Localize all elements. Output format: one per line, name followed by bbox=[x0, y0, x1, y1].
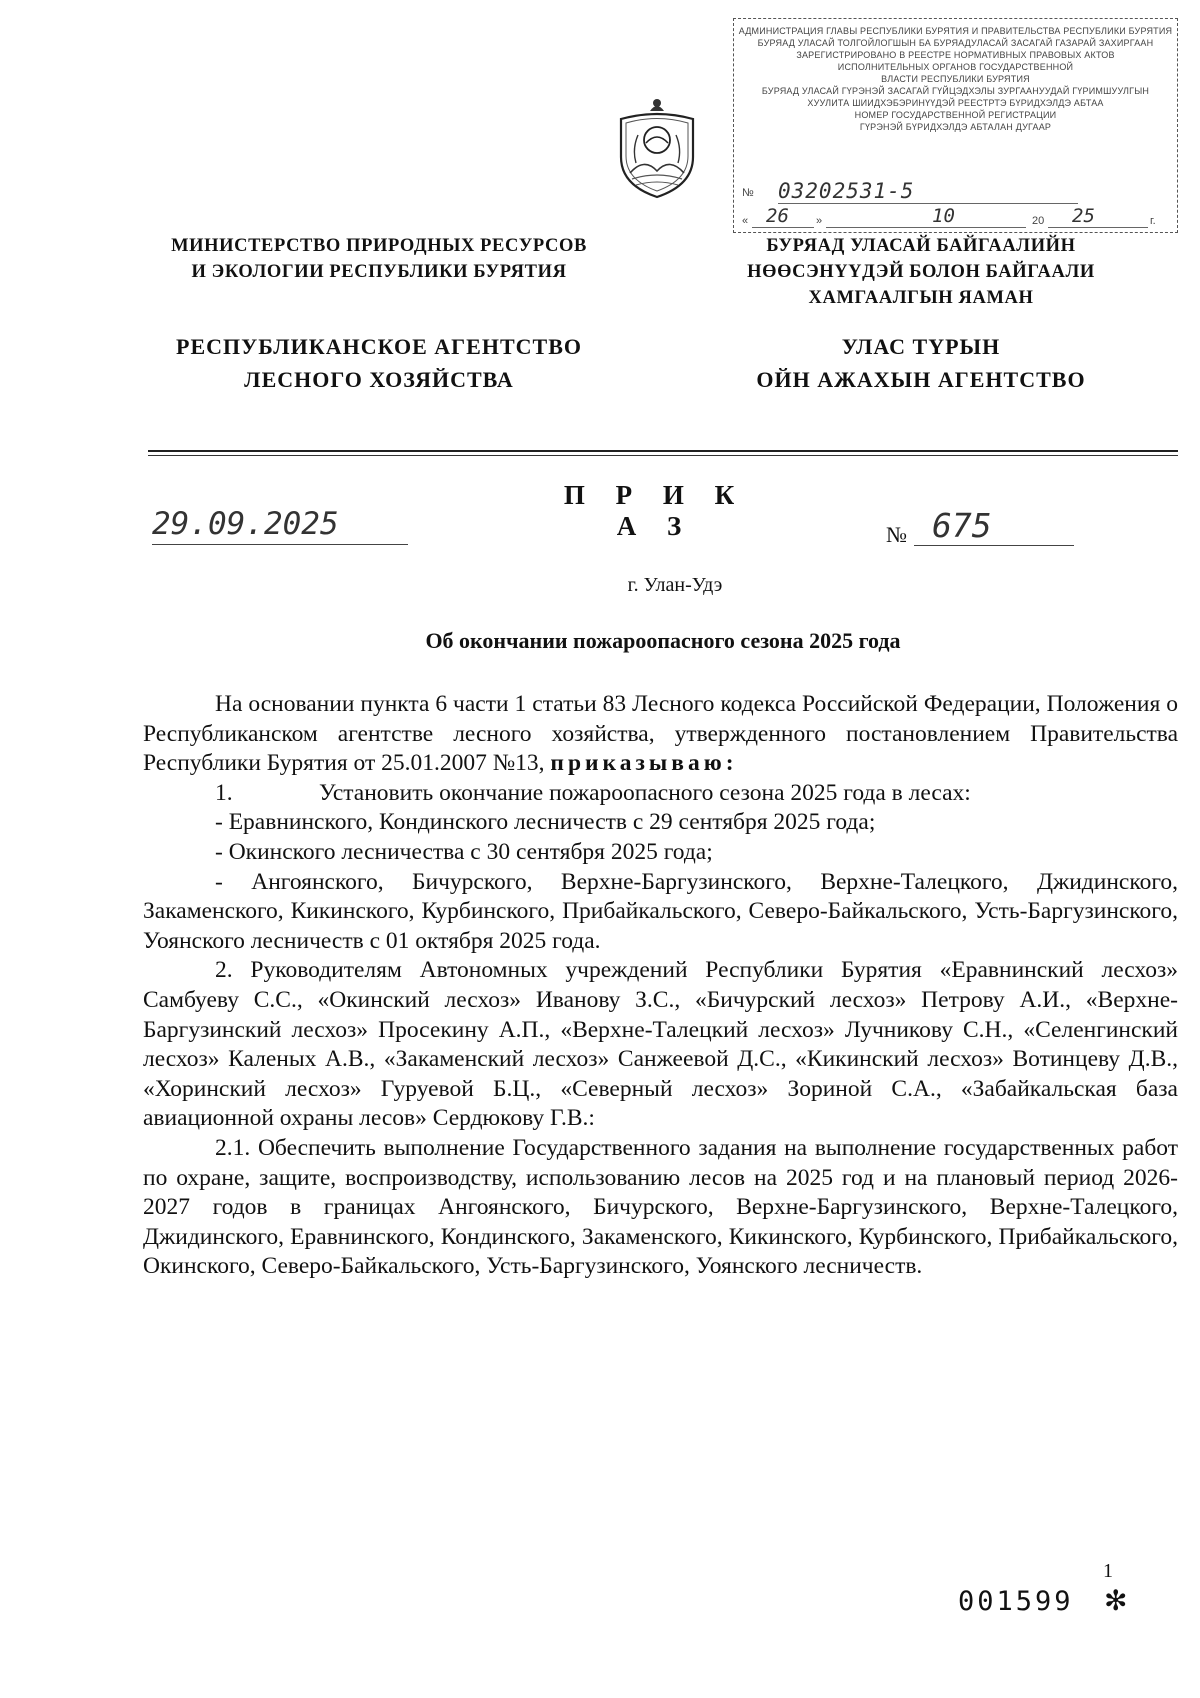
item-1-number: 1. bbox=[215, 779, 233, 806]
registration-stamp bbox=[733, 18, 1178, 233]
agency-bua-line: УЛАС ТҮРЫН bbox=[841, 334, 1001, 359]
header-divider-thin bbox=[148, 455, 1178, 456]
document-type: П Р И К А З bbox=[563, 480, 747, 541]
stamp-line: НОМЕР ГОСУДАРСТВЕННОЙ РЕГИСТРАЦИИ bbox=[854, 110, 1057, 120]
header-divider bbox=[148, 450, 1178, 452]
ministry-name-bua bbox=[726, 233, 1116, 311]
order-title: Об окончании пожароопасного сезона 2025 года bbox=[425, 628, 901, 653]
stamp-line: ЗАРЕГИСТРИРОВАНО В РЕЕСТРЕ НОРМАТИВНЫХ ПРАВОВЫХ АКТОВ bbox=[796, 50, 1115, 60]
stamp-line: БУРЯАД УЛАСАЙ ГҮРЭНЭЙ ЗАСАГАЙ ГҮЙЦЭДХЭЛЫ ЗУРГААНУУДАЙ ГҮРИМШУУЛГЫН bbox=[761, 86, 1150, 96]
intro-end: : bbox=[725, 750, 738, 777]
stamp-date-suffix: г. bbox=[1150, 215, 1156, 227]
order-city: г. Улан-Удэ bbox=[627, 574, 723, 596]
item-2-1: 2.1. Обеспечить выполнение Государственного задания на выполнение государственных работ по охране, защите, воспроизводству, использованию лесов на 2025 год и на плановый период 2026-2027 годов в границах Ангоянского, Бичурского, Верхне-Баргузинского, Верхне-Талецкого, Джидинского, Еравнинского, Кондинского, Закаменского, Кикинского, Курбинского, Прибайкальского, Окинского, Северо-Байкальского, Усть-Баргузинского, Уоянского лесничеств. bbox=[143, 1134, 1178, 1280]
stamp-line: ВЛАСТИ РЕСПУБЛИКИ БУРЯТИЯ bbox=[881, 74, 1030, 84]
order-number-label: № bbox=[886, 522, 907, 547]
order-number: 675 bbox=[914, 506, 1074, 546]
stamp-date-year-prefix: 20 bbox=[1032, 215, 1045, 227]
stamp-line: БУРЯАД УЛАСАЙ ТОЛГОЙЛОГШЫН БА БУРЯАДУЛАСАЙ ЗАСАГАЙ ГАЗАРАЙ ЗАХИРГААН bbox=[757, 38, 1154, 48]
item-2: 2. Руководителям Автономных учреждений Республики Бурятия «Еравнинский лесхоз» Самбуеву С.С., «Окинский лесхоз» Иванову З.С., «Бичурский лесхоз» Петрову А.И., «Верхне-Баргузинский лесхоз» Просекину А.П., «Верхне-Талецкий лесхоз» Лучникову С.Н., «Селенгинский лесхоз» Каленых А.В., «Закаменский лесхоз» Санжеевой Д.С., «Кикинский лесхоз» Вотинцеву Д.В., «Хоринский лесхоз» Гуруевой Б.Ц., «Северный лесхоз» Зориной С.А., «Забайкальская база авиационной охраны лесов» Сердюкову Г.В.: bbox=[143, 957, 1178, 1132]
stamp-line: ГҮРЭНЭЙ БҮРИДХЭЛДЭ АБТАЛАН ДУГААР bbox=[859, 122, 1052, 132]
stamp-line: АДМИНИСТРАЦИЯ ГЛАВЫ РЕСПУБЛИКИ БУРЯТИЯ И ПРАВИТЕЛЬСТВА РЕСПУБЛИКИ БУРЯТИЯ bbox=[738, 26, 1173, 36]
stamp-date-open-quote: « bbox=[742, 215, 749, 227]
agency-name-ru bbox=[148, 330, 610, 396]
item-1 bbox=[143, 779, 1178, 809]
stamp-line: ИСПОЛНИТЕЛЬНЫХ ОРГАНОВ ГОСУДАРСТВЕННОЙ bbox=[837, 62, 1074, 72]
stamp-date-close-quote: » bbox=[816, 215, 823, 227]
ministry-bua-line: БУРЯАД УЛАСАЙ БАЙГААЛИЙН bbox=[766, 236, 1076, 256]
stamp-date-year: 25 bbox=[1072, 205, 1095, 227]
stamp-registration-date bbox=[742, 205, 1167, 231]
ministry-bua-line: НӨӨСЭНҮҮДЭЙ БОЛОН БАЙГААЛИ bbox=[747, 262, 1095, 282]
stamp-date-month: 10 bbox=[932, 205, 955, 227]
ministry-ru-line: МИНИСТЕРСТВО ПРИРОДНЫХ РЕСУРСОВ bbox=[171, 236, 587, 256]
item-1-c: - Ангоянского, Бичурского, Верхне-Баргузинского, Верхне-Талецкого, Джидинского, Закаменского, Кикинского, Курбинского, Прибайкальского, Северо-Байкальского, Усть-Баргузинского, Уоянского лесничеств с 01 октября 2025 года. bbox=[143, 868, 1178, 954]
form-serial-number: 001599 bbox=[958, 1586, 1074, 1617]
ministry-ru-line: И ЭКОЛОГИИ РЕСПУБЛИКИ БУРЯТИЯ bbox=[191, 262, 567, 282]
item-1-a: - Еравнинского, Кондинского лесничеств с 29 сентября 2025 года; bbox=[215, 809, 876, 836]
stamp-registration-number bbox=[742, 179, 1062, 205]
item-1-b: - Окинского лесничества с 30 сентября 2025 года; bbox=[215, 838, 713, 865]
intro-paragraph bbox=[143, 690, 1178, 779]
ministry-bua-line: ХАМГААЛГЫН ЯАМАН bbox=[808, 288, 1034, 308]
stamp-number-value: 03202531-5 bbox=[778, 179, 1078, 204]
stamp-number-label: № bbox=[742, 187, 754, 199]
page-number: 1 bbox=[1103, 1560, 1113, 1582]
agency-ru-line: ЛЕСНОГО ХОЗЯЙСТВА bbox=[244, 367, 514, 392]
agency-ru-line: РЕСПУБЛИКАНСКОЕ АГЕНТСТВО bbox=[176, 334, 582, 359]
order-body bbox=[143, 690, 1178, 1282]
agency-bua-line: ОЙН АЖАХЫН АГЕНТСТВО bbox=[756, 367, 1086, 392]
agency-name-bua bbox=[726, 330, 1116, 396]
coat-of-arms-icon bbox=[614, 93, 700, 201]
asterisk-icon: ✻ bbox=[1104, 1584, 1128, 1617]
stamp-line: ХУУЛИТА ШИИДХЭБЭРИНҮҮДЭЙ РЕЕСТРТЭ БҮРИДХЭЛДЭ АБТАА bbox=[807, 98, 1104, 108]
stamp-date-day: 26 bbox=[766, 205, 789, 227]
order-date: 29.09.2025 bbox=[152, 506, 408, 545]
item-1-text: Установить окончание пожароопасного сезона 2025 года в лесах: bbox=[319, 779, 971, 806]
intro-text: На основании пункта 6 части 1 статьи 83 Лесного кодекса Российской Федерации, Положения о Республиканском агентстве лесного хозяйства, утвержденного постановлением Правительства Республики Бурятия от 25.01.2007 №13, bbox=[143, 691, 1178, 777]
ministry-name-ru bbox=[148, 233, 610, 285]
intro-keyword: приказываю bbox=[550, 750, 726, 777]
